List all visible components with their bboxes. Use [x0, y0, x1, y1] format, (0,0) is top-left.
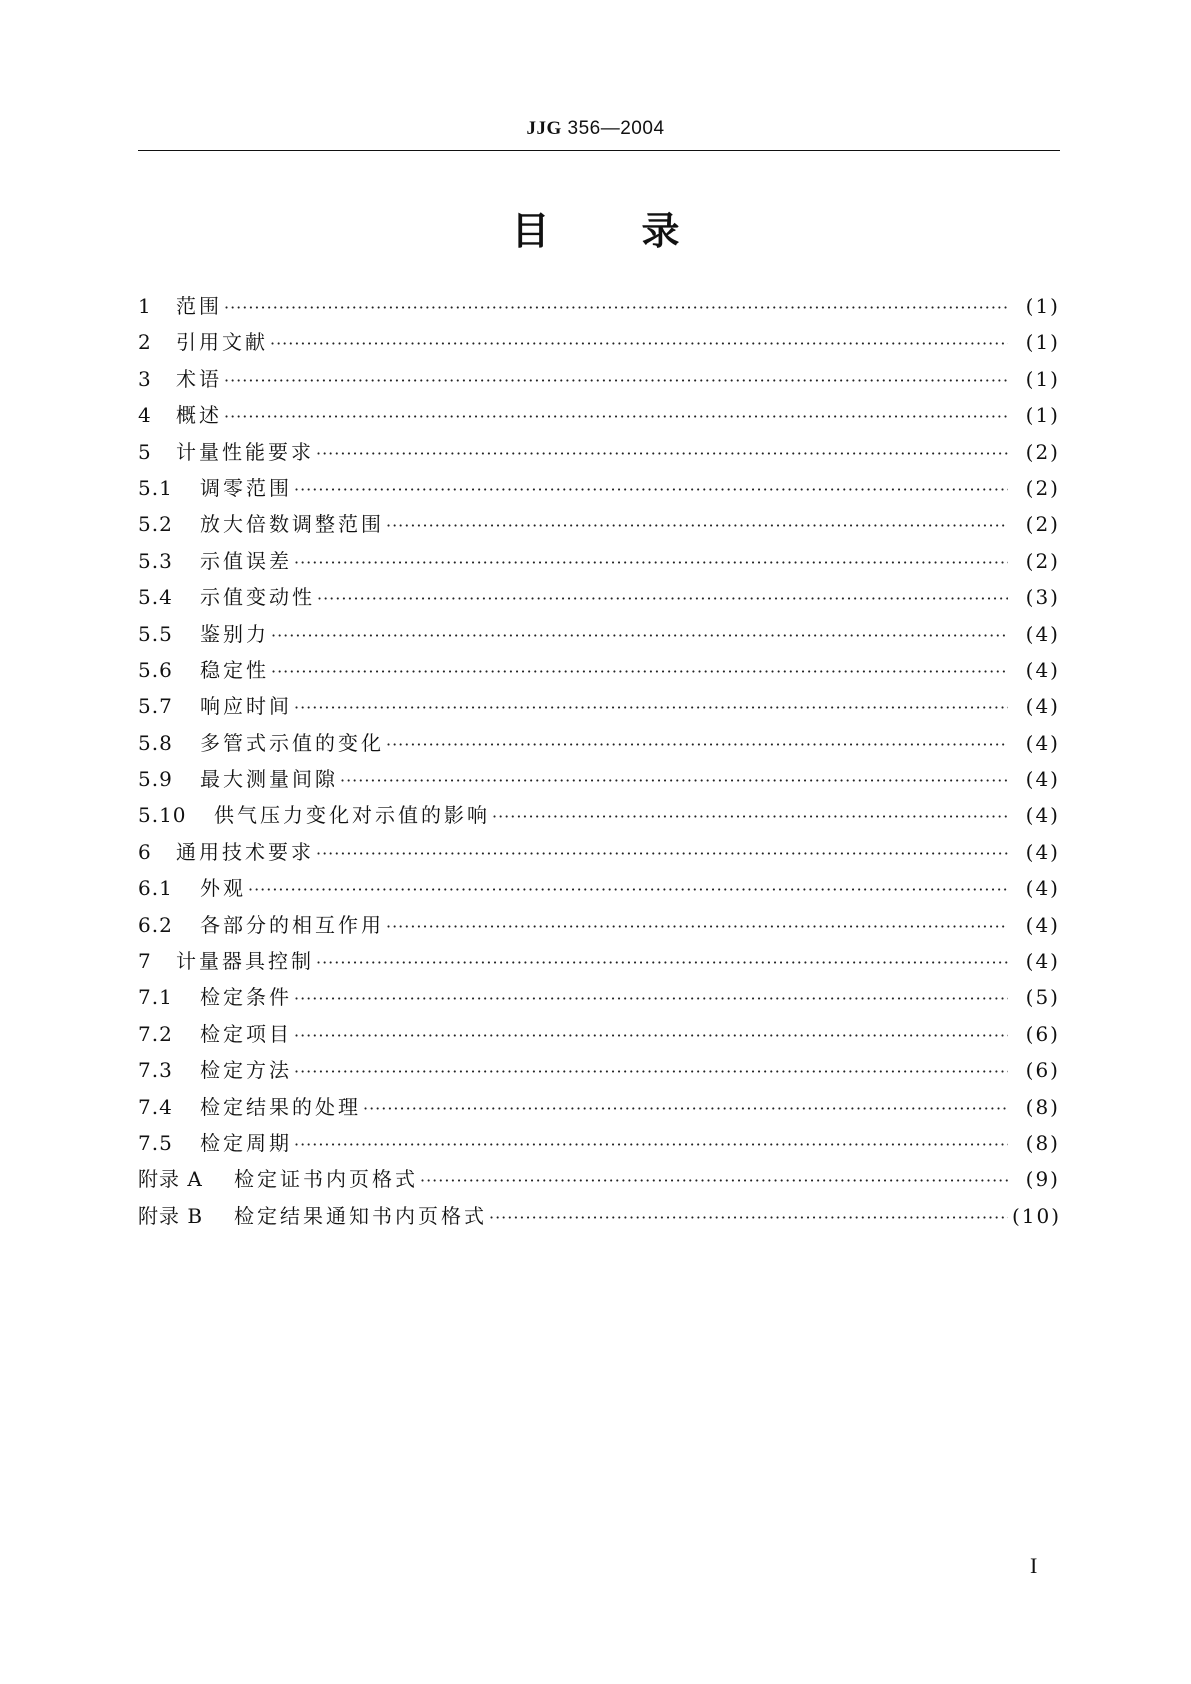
toc-dot-leader: [316, 444, 1008, 463]
toc-dot-leader: [317, 589, 1008, 608]
toc-dot-leader: [294, 553, 1008, 572]
toc-entry-label: 检定项目: [200, 1021, 292, 1046]
toc-entry-page: (10): [1012, 1203, 1062, 1228]
toc-entry-label: 检定方法: [200, 1058, 292, 1083]
toc-entry-number: 5: [138, 439, 152, 464]
toc-entry-label: 鉴别力: [200, 621, 269, 646]
toc-entry-number: 5.10: [138, 803, 187, 828]
toc-entry-2[interactable]: [138, 326, 1060, 362]
toc-entry-number: 5.1: [138, 475, 173, 500]
toc-entry-number: 5.6: [138, 657, 173, 682]
toc-entry-7-4[interactable]: [138, 1091, 1060, 1127]
toc-entry-number: 5.4: [138, 585, 173, 610]
toc-entry-number: 7: [138, 949, 152, 974]
toc-dot-leader: [294, 698, 1008, 717]
toc-entry-label: 示值误差: [200, 548, 292, 573]
toc-entry-page: (6): [1025, 1021, 1060, 1046]
toc-entry-number: 5.9: [138, 767, 173, 792]
toc-dot-leader: [248, 880, 1008, 899]
header-divider: [138, 150, 1060, 151]
toc-entry-appendix-a[interactable]: [138, 1163, 1060, 1199]
toc-entry-page: (4): [1025, 876, 1060, 901]
toc-entry-7-5[interactable]: [138, 1127, 1060, 1163]
toc-entry-page: (4): [1025, 694, 1060, 719]
toc-entry-3[interactable]: [138, 363, 1060, 399]
toc-entry-number: 7.4: [138, 1094, 173, 1119]
toc-entry-6-1[interactable]: [138, 872, 1060, 908]
toc-dot-leader: [386, 917, 1008, 936]
toc-dot-leader: [271, 626, 1008, 645]
toc-entry-5-4[interactable]: [138, 581, 1060, 617]
toc-dot-leader: [224, 298, 1008, 317]
toc-entry-label: 供气压力变化对示值的影响: [214, 803, 490, 828]
toc-entry-page: (4): [1025, 657, 1060, 682]
toc-entry-5-7[interactable]: [138, 690, 1060, 726]
toc-entry-number: 附录 A: [138, 1167, 203, 1192]
toc-entry-number: 7.1: [138, 985, 173, 1010]
toc-entry-page: (4): [1025, 803, 1060, 828]
toc-heading-char-1: 目: [511, 209, 550, 253]
page-number: I: [1030, 1553, 1038, 1578]
toc-entry-number: 附录 B: [138, 1203, 204, 1228]
toc-entry-number: 5.3: [138, 548, 173, 573]
toc-entry-page: (1): [1025, 330, 1060, 355]
toc-entry-number: 6.1: [138, 876, 173, 901]
toc-entry-label: 概述: [176, 403, 222, 428]
toc-entry-5-1[interactable]: [138, 472, 1060, 508]
toc-entry-5-6[interactable]: [138, 654, 1060, 690]
toc-dot-leader: [294, 1135, 1008, 1154]
document-code: [0, 118, 1191, 140]
toc-entry-page: (4): [1025, 621, 1060, 646]
toc-entry-label: 检定结果通知书内页格式: [234, 1203, 487, 1228]
toc-heading-char-2: 录: [641, 209, 680, 253]
toc-entry-number: 5.7: [138, 694, 173, 719]
toc-dot-leader: [294, 989, 1008, 1008]
toc-entry-number: 1: [138, 294, 152, 318]
toc-entry-label: 外观: [200, 876, 246, 901]
toc-entry-label: 范围: [176, 294, 222, 318]
toc-entry-number: 7.5: [138, 1130, 173, 1155]
toc-entry-page: (5): [1025, 985, 1060, 1010]
toc-entry-page: (3): [1025, 585, 1060, 610]
toc-dot-leader: [224, 371, 1008, 390]
toc-entry-page: (2): [1025, 548, 1060, 573]
toc-dot-leader: [316, 953, 1008, 972]
toc-entry-label: 响应时间: [200, 694, 292, 719]
toc-entry-6[interactable]: [138, 836, 1060, 872]
toc-entry-label: 放大倍数调整范围: [200, 512, 384, 537]
toc-entry-number: 7.2: [138, 1021, 173, 1046]
toc-dot-leader: [386, 516, 1008, 535]
toc-entry-label: 检定周期: [200, 1130, 292, 1155]
toc-entry-1[interactable]: [138, 290, 1060, 326]
toc-entry-number: 5.8: [138, 730, 173, 755]
toc-entry-page: (2): [1025, 512, 1060, 537]
document-code-prefix: JJG: [526, 118, 562, 139]
toc-entry-5-2[interactable]: [138, 508, 1060, 544]
toc-entry-6-2[interactable]: [138, 909, 1060, 945]
toc-entry-page: (8): [1025, 1130, 1060, 1155]
toc-entry-appendix-b[interactable]: [138, 1200, 1060, 1236]
toc-dot-leader: [224, 407, 1008, 426]
toc-entry-page: (4): [1025, 839, 1060, 864]
toc-dot-leader: [420, 1171, 1008, 1190]
toc-entry-label: 计量器具控制: [176, 949, 314, 974]
toc-entry-number: 4: [138, 403, 152, 428]
toc-dot-leader: [294, 1062, 1008, 1081]
toc-dot-leader: [294, 1026, 1008, 1045]
toc-entry-number: 7.3: [138, 1058, 173, 1083]
toc-entry-label: 稳定性: [200, 657, 269, 682]
toc-entry-page: (2): [1025, 475, 1060, 500]
toc-dot-leader: [489, 1208, 1008, 1227]
toc-entry-page: (1): [1025, 294, 1060, 318]
toc-dot-leader: [340, 771, 1008, 790]
toc-entry-7-1[interactable]: [138, 981, 1060, 1017]
toc-entry-5-8[interactable]: [138, 727, 1060, 763]
toc-dot-leader: [271, 662, 1008, 681]
toc-entry-label: 引用文献: [176, 330, 268, 355]
toc-entry-page: (8): [1025, 1094, 1060, 1119]
toc-entry-label: 检定条件: [200, 985, 292, 1010]
toc-entry-5-3[interactable]: [138, 545, 1060, 581]
toc-entry-page: (9): [1025, 1167, 1060, 1192]
toc-entry-label: 最大测量间隙: [200, 767, 338, 792]
toc-entry-label: 计量性能要求: [176, 439, 314, 464]
toc-entry-page: (1): [1025, 403, 1060, 428]
toc-entry-7[interactable]: [138, 945, 1060, 981]
toc-entry-number: 3: [138, 366, 152, 391]
toc-dot-leader: [270, 334, 1008, 353]
toc-entry-label: 通用技术要求: [176, 839, 314, 864]
toc-entry-7-3[interactable]: [138, 1054, 1060, 1090]
toc-entry-number: 6: [138, 839, 152, 864]
toc-entry-label: 术语: [176, 366, 222, 391]
toc-entry-label: 多管式示值的变化: [200, 730, 384, 755]
toc-entry-page: (6): [1025, 1058, 1060, 1083]
toc-entry-number: 5.2: [138, 512, 173, 537]
toc-entry-page: (4): [1025, 949, 1060, 974]
toc-entry-page: (1): [1025, 366, 1060, 391]
toc-entry-label: 检定结果的处理: [200, 1094, 361, 1119]
toc-entry-label: 调零范围: [200, 475, 292, 500]
toc-entry-label: 示值变动性: [200, 585, 315, 610]
document-code-number: 356—2004: [561, 118, 665, 139]
toc-entry-label: 检定证书内页格式: [234, 1167, 418, 1192]
toc-entry-page: (4): [1025, 730, 1060, 755]
toc-heading: [0, 200, 1191, 255]
toc-dot-leader: [386, 735, 1008, 754]
toc-entry-5-10[interactable]: [138, 799, 1060, 835]
toc-entry-number: 6.2: [138, 912, 173, 937]
toc-entry-5-5[interactable]: [138, 618, 1060, 654]
table-of-contents: [138, 290, 1060, 1236]
toc-dot-leader: [316, 844, 1008, 863]
toc-entry-7-2[interactable]: [138, 1018, 1060, 1054]
toc-entry-label: 各部分的相互作用: [200, 912, 384, 937]
toc-entry-page: (4): [1025, 767, 1060, 792]
toc-dot-leader: [294, 480, 1008, 499]
toc-entry-5-9[interactable]: [138, 763, 1060, 799]
toc-entry-number: 2: [138, 330, 152, 355]
toc-entry-page: (2): [1025, 439, 1060, 464]
toc-entry-number: 5.5: [138, 621, 173, 646]
toc-entry-4[interactable]: [138, 399, 1060, 435]
toc-entry-5[interactable]: [138, 436, 1060, 472]
toc-entry-page: (4): [1025, 912, 1060, 937]
toc-dot-leader: [363, 1099, 1008, 1118]
toc-dot-leader: [492, 807, 1008, 826]
